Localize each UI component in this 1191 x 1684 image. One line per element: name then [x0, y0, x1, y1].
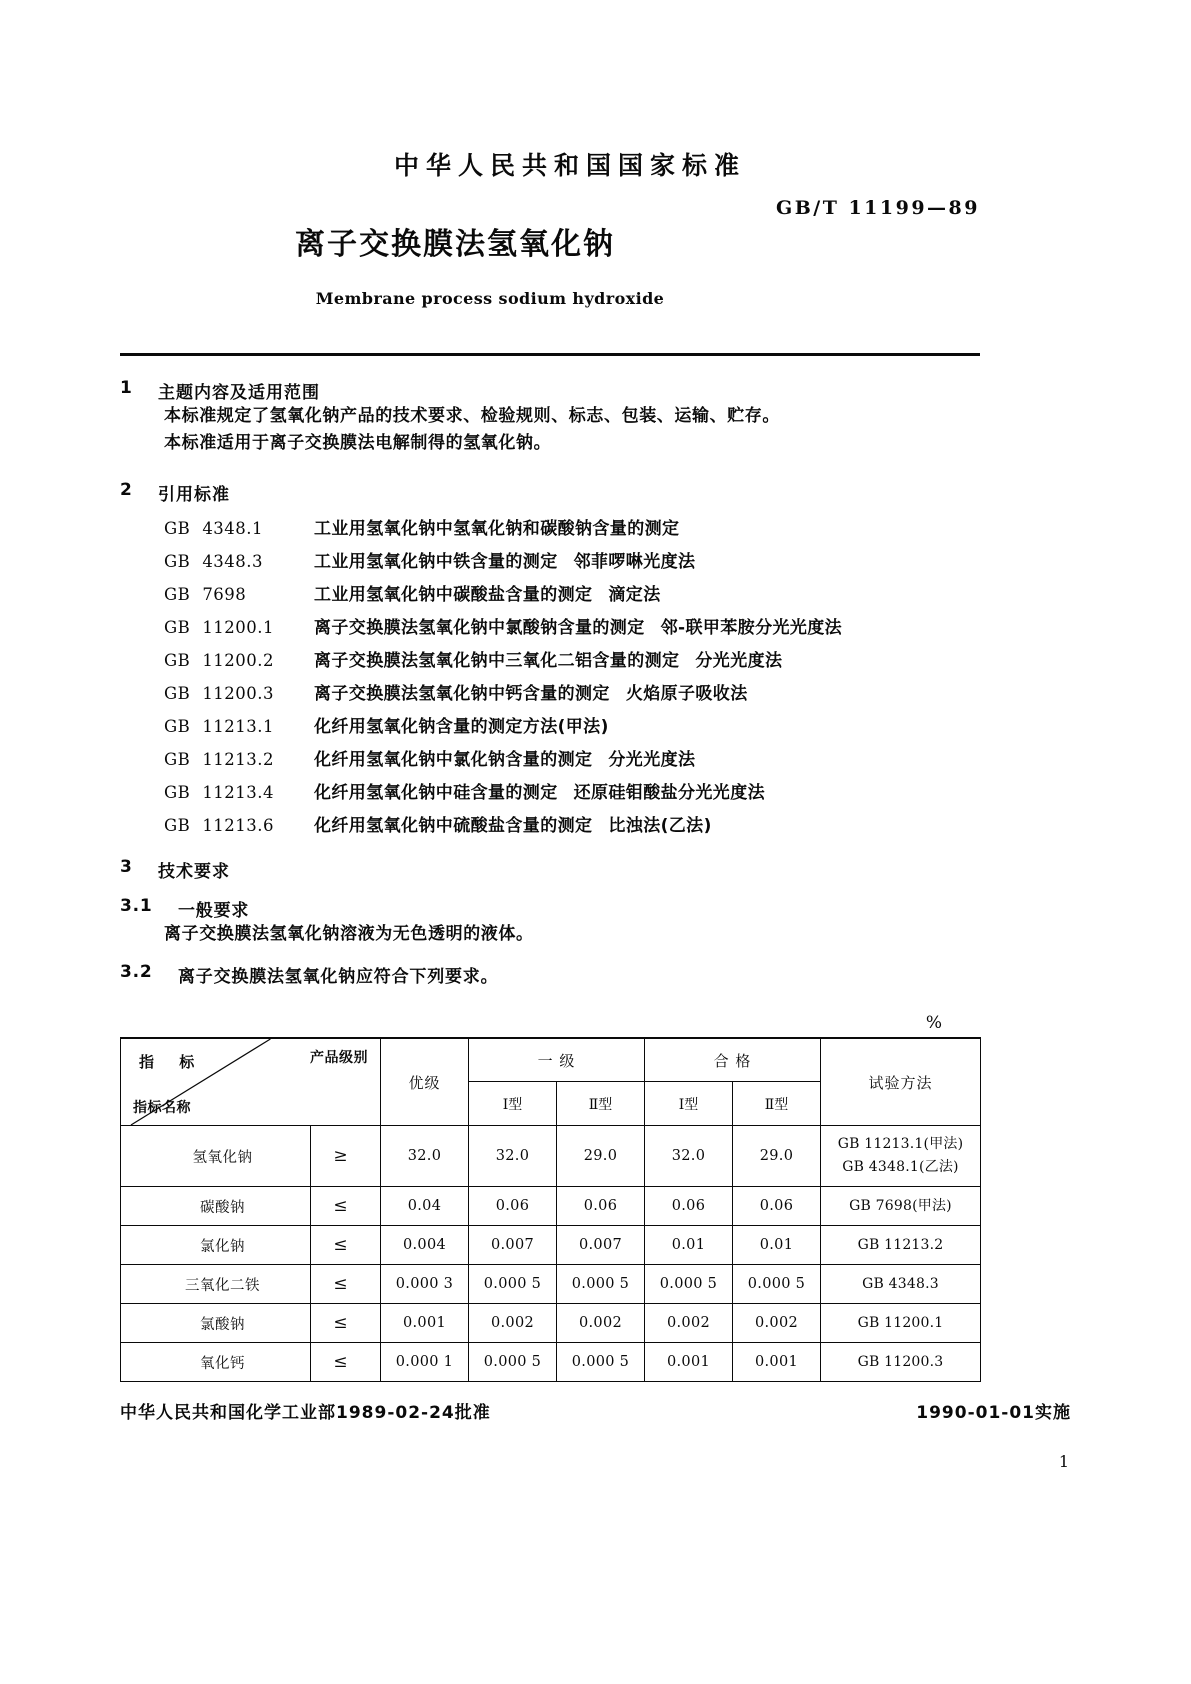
cell-premium: 32.0 — [381, 1126, 469, 1187]
test-method-line-1: GB 7698(甲法) — [849, 1197, 952, 1214]
specification-table-wrapper — [120, 1013, 980, 1382]
section-3-1-number: 3.1 — [120, 895, 153, 916]
reference-standard-org: GB — [164, 551, 191, 571]
header-qualified-type-1: Ⅰ型 — [645, 1082, 733, 1126]
reference-standard-item — [164, 617, 980, 638]
cell-first-type-1: 0.000 5 — [469, 1343, 557, 1382]
cell-premium: 0.04 — [381, 1187, 469, 1226]
section-3 — [120, 857, 980, 988]
reference-standard-code — [164, 683, 314, 703]
cell-qualified-type-2: 0.01 — [733, 1226, 821, 1265]
row-indicator-name: 氧化钙 — [121, 1343, 311, 1382]
section-3-1-body: 离子交换膜法氢氧化钠溶液为无色透明的液体。 — [164, 923, 534, 944]
reference-standard-title — [314, 749, 696, 770]
header-first-type-1: Ⅰ型 — [469, 1082, 557, 1126]
section-3-heading — [120, 857, 980, 882]
header-corner-diagonal-cell — [121, 1038, 381, 1126]
section-2 — [120, 480, 980, 835]
cell-qualified-type-1: 0.06 — [645, 1187, 733, 1226]
test-method-line-1: GB 11200.3 — [857, 1353, 944, 1370]
reference-standard-org: GB — [164, 716, 191, 736]
reference-standard-title-text: 化纤用氢氧化钠中硫酸盐含量的测定 — [314, 815, 593, 836]
reference-standard-title — [314, 650, 783, 671]
table-row — [121, 1226, 981, 1265]
cell-qualified-type-2: 0.002 — [733, 1304, 821, 1343]
table-body — [121, 1126, 981, 1382]
cell-premium: 0.001 — [381, 1304, 469, 1343]
reference-standard-code — [164, 749, 314, 769]
cell-first-type-1: 32.0 — [469, 1126, 557, 1187]
table-row — [121, 1187, 981, 1226]
reference-standard-code — [164, 617, 314, 637]
row-indicator-name: 碳酸钠 — [121, 1187, 311, 1226]
cell-first-type-1: 0.007 — [469, 1226, 557, 1265]
reference-standard-item — [164, 749, 980, 770]
masthead — [120, 150, 980, 308]
cell-premium: 0.000 3 — [381, 1265, 469, 1304]
reference-standard-item — [164, 782, 980, 803]
english-title: Membrane process sodium hydroxide — [315, 288, 665, 308]
effective-date: 1990-01-01实施 — [916, 1403, 1071, 1423]
cell-first-type-1: 0.000 5 — [469, 1265, 557, 1304]
reference-standard-title — [314, 551, 696, 572]
row-comparison-symbol: ≤ — [311, 1187, 381, 1226]
reference-standard-number: 7698 — [202, 584, 247, 604]
reference-standard-title-text: 化纤用氢氧化钠含量的测定方法(甲法) — [314, 716, 609, 737]
row-indicator-name: 氯酸钠 — [121, 1304, 311, 1343]
reference-standard-item — [164, 584, 980, 605]
section-3-2-heading — [120, 962, 980, 987]
table-unit-label: % — [925, 1013, 942, 1034]
reference-standard-code — [164, 815, 314, 835]
reference-standard-org: GB — [164, 815, 191, 835]
cell-first-type-2: 0.007 — [557, 1226, 645, 1265]
cell-test-method — [821, 1343, 981, 1382]
cell-test-method — [821, 1265, 981, 1304]
reference-standard-method: 比浊法(乙法) — [608, 815, 712, 836]
reference-standard-method: 分光光度法 — [695, 650, 783, 671]
reference-standard-number: 4348.1 — [202, 518, 264, 538]
reference-standard-number: 4348.3 — [202, 551, 264, 571]
cell-first-type-1: 0.002 — [469, 1304, 557, 1343]
page-footer — [120, 1398, 1071, 1423]
table-row — [121, 1265, 981, 1304]
cell-first-type-2: 29.0 — [557, 1126, 645, 1187]
reference-standard-method: 分光光度法 — [608, 749, 696, 770]
page-content — [120, 0, 980, 1382]
header-qualified-type-2: Ⅱ型 — [733, 1082, 821, 1126]
reference-standard-title-text: 离子交换膜法氢氧化钠中三氧化二铝含量的测定 — [314, 650, 680, 671]
reference-standard-code — [164, 518, 314, 538]
cell-qualified-type-2: 0.000 5 — [733, 1265, 821, 1304]
header-grade-first: 一 级 — [469, 1038, 645, 1082]
header-index-label: 指 标 — [139, 1053, 205, 1072]
section-2-heading — [120, 480, 980, 505]
reference-standard-method: 火焰原子吸收法 — [625, 683, 748, 704]
row-indicator-name: 氯化钠 — [121, 1226, 311, 1265]
national-standard-title: 中华人民共和国国家标准 — [393, 151, 746, 180]
specification-table — [120, 1037, 981, 1382]
header-grade-premium: 优级 — [381, 1038, 469, 1126]
cell-test-method — [821, 1187, 981, 1226]
cell-test-method — [821, 1304, 981, 1343]
row-comparison-symbol: ≤ — [311, 1226, 381, 1265]
reference-standard-title — [314, 782, 766, 803]
row-indicator-name: 氢氧化钠 — [121, 1126, 311, 1187]
reference-standard-item — [164, 815, 980, 836]
reference-standard-code — [164, 551, 314, 571]
cell-qualified-type-2: 0.06 — [733, 1187, 821, 1226]
test-method-line-1: GB 4348.3 — [862, 1275, 939, 1292]
header-product-grade-label: 产品级别 — [310, 1050, 368, 1067]
reference-standard-org: GB — [164, 749, 191, 769]
cell-premium: 0.000 1 — [381, 1343, 469, 1382]
reference-standard-org: GB — [164, 617, 191, 637]
section-3-2-number: 3.2 — [120, 962, 153, 983]
row-comparison-symbol: ≤ — [311, 1343, 381, 1382]
reference-standard-org: GB — [164, 518, 191, 538]
reference-standard-title — [314, 518, 680, 539]
reference-standard-item — [164, 551, 980, 572]
document-title: 离子交换膜法氢氧化钠 — [295, 226, 615, 262]
test-method-line-1: GB 11200.1 — [857, 1314, 944, 1331]
reference-standard-code — [164, 650, 314, 670]
reference-standard-number: 11200.1 — [202, 617, 275, 637]
reference-standard-title — [314, 716, 609, 737]
reference-standard-title — [314, 584, 661, 605]
reference-standard-method: 滴定法 — [608, 584, 661, 605]
header-divider-rule — [120, 353, 980, 356]
reference-standard-org: GB — [164, 782, 191, 802]
reference-standard-title-text: 离子交换膜法氢氧化钠中钙含量的测定 — [314, 683, 610, 704]
reference-standard-number: 11200.2 — [202, 650, 275, 670]
reference-standard-org: GB — [164, 584, 191, 604]
section-1-title: 主题内容及适用范围 — [158, 382, 320, 403]
section-1 — [120, 378, 980, 458]
header-grade-qualified: 合 格 — [645, 1038, 821, 1082]
row-comparison-symbol: ≤ — [311, 1265, 381, 1304]
reference-standard-title-text: 化纤用氢氧化钠中氯化钠含量的测定 — [314, 749, 593, 770]
cell-test-method — [821, 1126, 981, 1187]
reference-standard-number: 11213.4 — [202, 782, 275, 802]
table-row — [121, 1343, 981, 1382]
reference-standard-item — [164, 650, 980, 671]
section-2-title: 引用标准 — [158, 484, 230, 505]
table-header-row-1 — [121, 1038, 981, 1082]
section-1-paragraph-2: 本标准适用于离子交换膜法电解制得的氢氧化钠。 — [164, 433, 552, 454]
reference-standard-org: GB — [164, 683, 191, 703]
row-comparison-symbol: ≥ — [311, 1126, 381, 1187]
cell-first-type-1: 0.06 — [469, 1187, 557, 1226]
section-1-heading — [120, 378, 980, 403]
reference-standard-method: 邻-联甲苯胺分光光度法 — [660, 617, 843, 638]
cell-premium: 0.004 — [381, 1226, 469, 1265]
cell-qualified-type-1: 0.01 — [645, 1226, 733, 1265]
cell-test-method — [821, 1226, 981, 1265]
header-test-method: 试验方法 — [821, 1038, 981, 1126]
title-and-number-row — [120, 196, 980, 265]
reference-standard-number: 11200.3 — [202, 683, 275, 703]
table-row — [121, 1126, 981, 1187]
reference-standard-code — [164, 716, 314, 736]
row-indicator-name: 三氧化二铁 — [121, 1265, 311, 1304]
reference-standard-item — [164, 716, 980, 737]
reference-standard-org: GB — [164, 650, 191, 670]
approval-statement: 中华人民共和国化学工业部1989-02-24批准 — [120, 1403, 491, 1423]
test-method-line-1: GB 11213.1(甲法) — [837, 1136, 964, 1152]
reference-standard-title-text: 化纤用氢氧化钠中硅含量的测定 — [314, 782, 558, 803]
reference-standard-title-text: 工业用氢氧化钠中氢氧化钠和碳酸钠含量的测定 — [314, 518, 680, 539]
header-first-type-2: Ⅱ型 — [557, 1082, 645, 1126]
header-index-name-label: 指标名称 — [133, 1100, 191, 1117]
reference-standard-title-text: 离子交换膜法氢氧化钠中氯酸钠含量的测定 — [314, 617, 645, 638]
reference-standard-method: 还原硅钼酸盐分光光度法 — [573, 782, 766, 803]
reference-standard-item — [164, 518, 980, 539]
section-3-2-body: 离子交换膜法氢氧化钠应符合下列要求。 — [178, 967, 499, 988]
test-method-line-2: GB 4348.1(乙法) — [842, 1159, 959, 1176]
referenced-standards-list — [120, 518, 980, 836]
table-row — [121, 1304, 981, 1343]
cell-qualified-type-2: 0.001 — [733, 1343, 821, 1382]
cell-qualified-type-1: 0.000 5 — [645, 1265, 733, 1304]
cell-qualified-type-2: 29.0 — [733, 1126, 821, 1187]
reference-standard-code — [164, 584, 314, 604]
cell-first-type-2: 0.002 — [557, 1304, 645, 1343]
reference-standard-title — [314, 815, 712, 836]
test-method-line-1: GB 11213.2 — [857, 1236, 944, 1253]
section-3-1-title: 一般要求 — [178, 900, 250, 921]
reference-standard-code — [164, 782, 314, 802]
table-head — [121, 1038, 981, 1126]
cell-qualified-type-1: 0.001 — [645, 1343, 733, 1382]
reference-standard-title-text: 工业用氢氧化钠中铁含量的测定 — [314, 551, 558, 572]
section-3-title: 技术要求 — [158, 861, 230, 882]
reference-standard-number: 11213.1 — [202, 716, 275, 736]
cell-first-type-2: 0.000 5 — [557, 1343, 645, 1382]
cell-first-type-2: 0.06 — [557, 1187, 645, 1226]
cell-qualified-type-1: 32.0 — [645, 1126, 733, 1187]
section-1-paragraph-1: 本标准规定了氢氧化钠产品的技术要求、检验规则、标志、包装、运输、贮存。 — [164, 405, 780, 426]
reference-standard-title — [314, 617, 843, 638]
section-1-number: 1 — [120, 377, 133, 398]
page-number: 1 — [1058, 1452, 1069, 1471]
reference-standard-number: 11213.6 — [202, 815, 275, 835]
reference-standard-item — [164, 683, 980, 704]
reference-standard-title — [314, 683, 748, 704]
cell-first-type-2: 0.000 5 — [557, 1265, 645, 1304]
standard-number: GB/T 11199—89 — [775, 196, 980, 219]
cell-qualified-type-1: 0.002 — [645, 1304, 733, 1343]
section-2-number: 2 — [120, 479, 133, 500]
reference-standard-number: 11213.2 — [202, 749, 275, 769]
section-3-1-heading — [120, 896, 980, 921]
reference-standard-title-text: 工业用氢氧化钠中碳酸盐含量的测定 — [314, 584, 593, 605]
section-3-number: 3 — [120, 856, 133, 877]
reference-standard-method: 邻菲啰啉光度法 — [573, 551, 696, 572]
row-comparison-symbol: ≤ — [311, 1304, 381, 1343]
